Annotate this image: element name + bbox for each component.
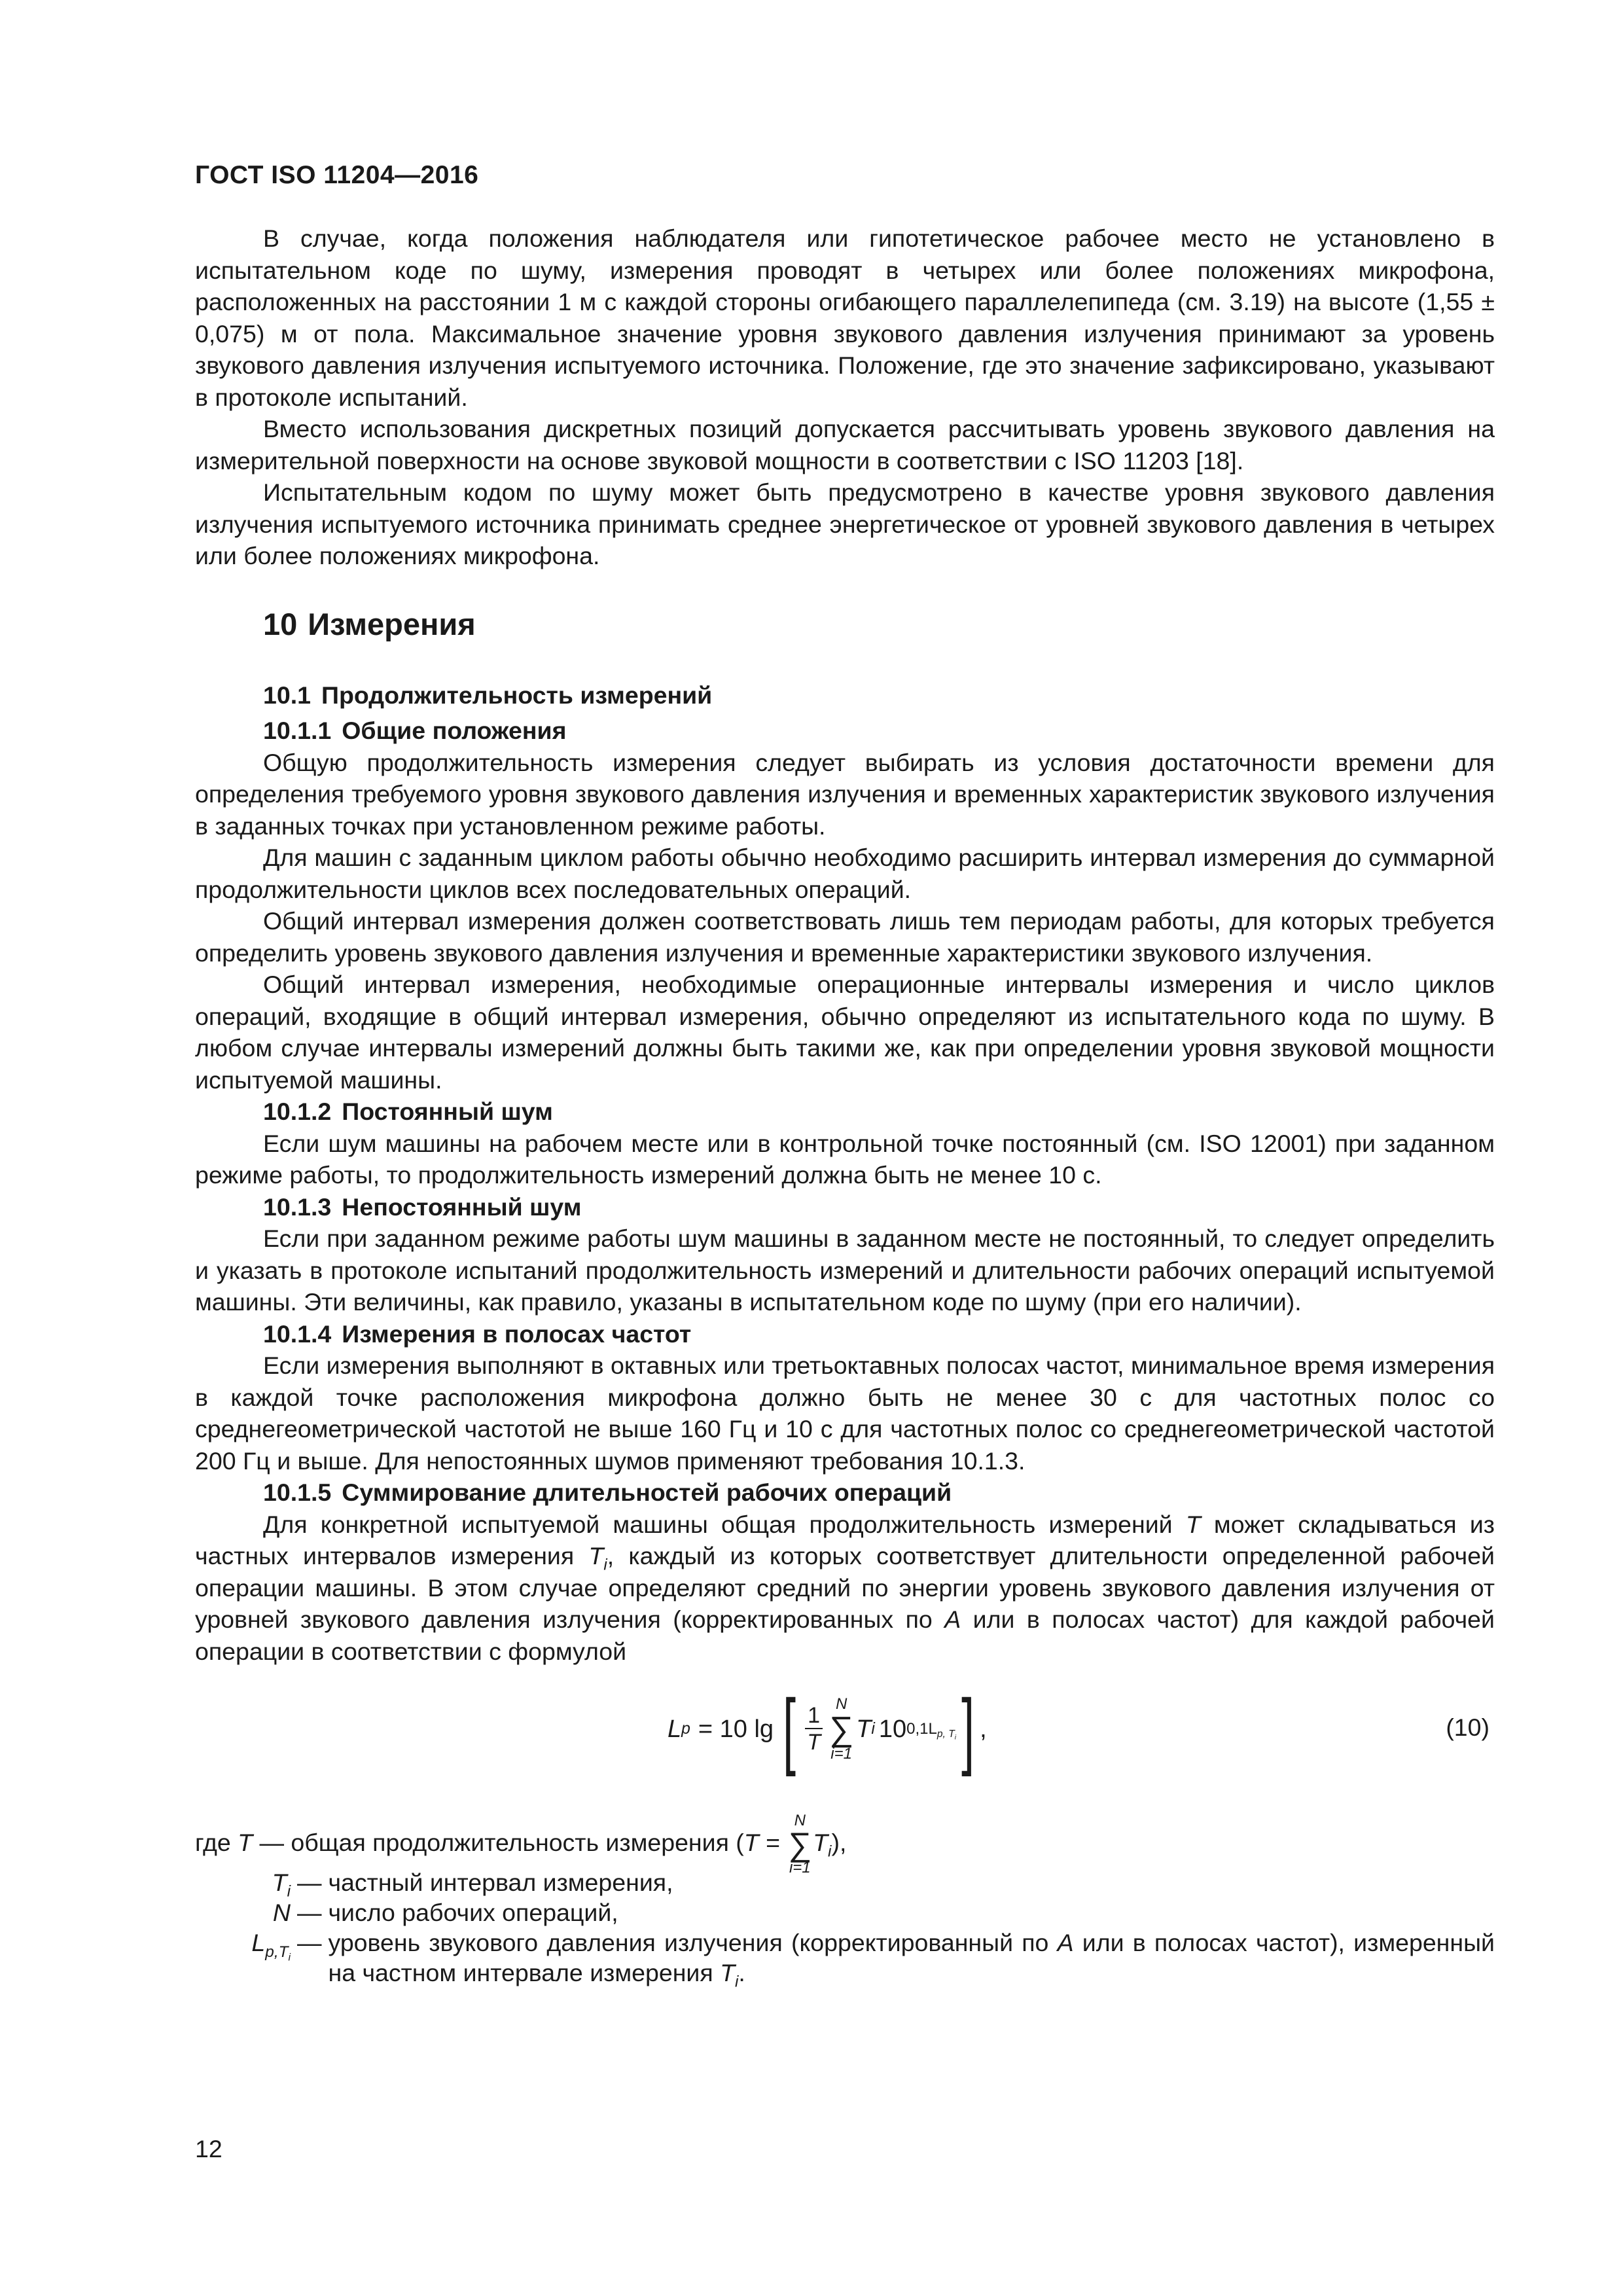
math-subscript: i (735, 1973, 739, 1991)
left-bracket: [ (783, 1681, 796, 1777)
paragraph: Если при заданном режиме работы шум машины в заданном месте не постоянный, то следует определить и указать в протоколе испытаний продолжительность измерений и длительности рабочих операций испытуемой машины. Эти величины, как правило, указаны в испытательном коде по шуму (при его наличии). (195, 1225, 1495, 1316)
text-run: может складываться из частных интервалов измерения (195, 1510, 1495, 1570)
definition-text (328, 1928, 1495, 1991)
text-run: уровень звукового давления излучения (корректированный по (328, 1929, 1058, 1956)
sigma-symbol: ∑ (788, 1826, 812, 1863)
math-subscript: i (828, 1842, 832, 1861)
subsection-heading (195, 1318, 1495, 1350)
math-symbol: A (944, 1605, 961, 1633)
subsection-title: Измерения в полосах частот (342, 1319, 692, 1348)
right-bracket: ] (961, 1681, 974, 1777)
subsection-number: 10.1.4 (263, 1319, 332, 1348)
definition-text: число рабочих операций, (328, 1899, 618, 1926)
math-subscript: i (287, 1882, 291, 1901)
definition-dash: — (297, 1929, 322, 1956)
subsection-number: 10.1.2 (263, 1098, 332, 1125)
math-symbol: T (272, 1869, 287, 1896)
paragraph: Если измерения выполняют в октавных или третьоктавных полосах частот, минимальное время измерения в каждой точке расположения микрофона должно быть не менее 30 с для частотных полос со среднегеометрической частотой не выше 160 Гц и 10 с для частотных полос со среднегеометрической частотой 200 Гц и выше. Для непостоянных шумов применяют требования 10.1.3. (195, 1352, 1495, 1475)
math-symbol: N (272, 1899, 291, 1926)
math-symbol: T (1185, 1510, 1201, 1538)
math-symbol: T (238, 1828, 253, 1856)
subsection-title: Суммирование длительностей рабочих операций (342, 1479, 952, 1506)
exponent-subsubscript: i (954, 1734, 956, 1742)
summation (788, 1812, 812, 1876)
paragraph: Вместо использования дискретных позиций допускается рассчитывать уровень звукового давления на измерительной поверхности на основе звуковой мощности в соответствии с ISO 11203 [18]. (195, 415, 1495, 475)
definition-item (195, 1897, 1495, 1928)
math-symbol: L (251, 1929, 266, 1956)
text-run: , каждый из которых соответствует длительности определенной рабочей операции машины. В этом случае определяют средний по энергии уровень звукового давления излучения от уровней звукового давления излучения (корректированных по (195, 1542, 1495, 1633)
text-run: Для конкретной испытуемой машины общая продолжительность измерений (263, 1510, 1186, 1538)
sigma-symbol: ∑ (829, 1710, 854, 1748)
subsection-heading (195, 715, 1495, 747)
definition-dash: — (297, 1899, 322, 1926)
definitions-list (195, 1867, 1495, 1991)
subsection-number: 10.1.3 (263, 1193, 332, 1221)
subsection-number: 10.1.5 (263, 1479, 332, 1506)
fraction (805, 1703, 823, 1755)
subsection-heading (195, 1477, 1495, 1509)
math-subscript: i (603, 1556, 607, 1574)
formula-operator: = 10 lg (698, 1715, 774, 1743)
math-subscript: p,T (265, 1943, 289, 1961)
subsection-title: Общие положения (342, 717, 567, 744)
sum-upper-limit: N (794, 1812, 806, 1829)
formula-number: (10) (1446, 1713, 1489, 1741)
text-run: или в полосах частот) для каждой рабочей операции в соответствии с формулой (195, 1605, 1495, 1665)
subsection-title: Непостоянный шум (342, 1193, 582, 1221)
math-symbol: L (668, 1715, 682, 1743)
math-subscript: p (681, 1720, 690, 1738)
paragraph: Общий интервал измерения, необходимые операционные интервалы измерения и число циклов операций, входящие в общий интервал измерения, обычно определяют из испытательного кода по шуму. В любом случае интервалы измерений должны быть такими же, как при определении уровня звуковой мощности испытуемой машины. (195, 971, 1495, 1094)
subsection-heading (195, 679, 1495, 711)
math-symbol: T (813, 1828, 829, 1856)
fraction-numerator: 1 (805, 1703, 823, 1729)
text-run: где (195, 1828, 238, 1856)
formula-comma: , (980, 1715, 987, 1743)
paragraph: Для машин с заданным циклом работы обычно необходимо расширить интервал измерения до суммарной продолжительности циклов всех последовательных операций. (195, 844, 1495, 903)
document-header: ГОСТ ISO 11204—2016 (195, 161, 479, 189)
where-clause (195, 1785, 1495, 1876)
subsection-heading (195, 1191, 1495, 1223)
formula-base: 10 (878, 1715, 907, 1743)
paragraph: В случае, когда положения наблюдателя или гипотетическое рабочее место не установлено в испытательном коде по шуму, измерения проводят в четырех или более положениях микрофона, расположенных на расстоянии 1 м с каждой стороны огибающего параллелепипеда (см. 3.19) на высоте (1,55 ± 0,075) м от пола. Максимальное значение уровня звукового давления излучения принимают за уровень звукового давления излучения испытуемого источника. Положение, где это значение зафиксировано, указывают в протоколе испытаний. (195, 224, 1495, 411)
section-heading (195, 605, 1495, 644)
text-run: . (738, 1959, 745, 1986)
formula-body (668, 1681, 987, 1777)
section-title: Измерения (308, 606, 476, 641)
math-symbol: T (588, 1542, 604, 1570)
sum-lower-limit: i=1 (830, 1745, 852, 1763)
formula-exponent (906, 1713, 956, 1746)
document-body (195, 223, 1495, 1991)
exponent-subscript: p, T (936, 1729, 955, 1740)
math-symbol: T (743, 1828, 759, 1856)
definition-item (195, 1928, 1495, 1991)
subsection-number: 10.1 (263, 681, 311, 709)
text-run: — общая продолжительность измерения ( (253, 1828, 744, 1856)
paragraph: Испытательным кодом по шуму может быть предусмотрено в качестве уровня звукового давления излучения испытуемого источника принимать среднее энергетическое от уровней звукового давления в четырех или более положениях микрофона. (195, 478, 1495, 569)
subsection-heading (195, 1096, 1495, 1128)
fraction-denominator: T (807, 1730, 821, 1755)
paragraph: Общий интервал измерения должен соответствовать лишь тем периодам работы, для которых требуется определить уровень звукового давления излучения и временные характеристики звукового излучения. (195, 907, 1495, 967)
section-number: 10 (263, 606, 298, 641)
definition-dash: — (297, 1869, 322, 1896)
formula-10 (195, 1680, 1495, 1778)
page-number: 12 (195, 2135, 223, 2162)
summation (829, 1696, 853, 1763)
math-symbol: T (720, 1959, 735, 1986)
math-subsubscript: i (288, 1952, 291, 1964)
text-run: = (758, 1828, 787, 1856)
text-run: или в полосах частот), измеренный на частном интервале измерения (328, 1929, 1495, 1986)
where-text (195, 1812, 846, 1876)
sum-lower-limit: i=1 (789, 1859, 811, 1876)
subsection-title: Постоянный шум (342, 1098, 553, 1125)
paragraph (195, 1509, 1495, 1668)
subsection-title: Продолжительность измерений (321, 681, 713, 709)
math-subscript: i (871, 1720, 875, 1738)
definition-text: частный интервал измерения, (328, 1869, 673, 1896)
sum-upper-limit: N (835, 1695, 847, 1713)
paragraph: Общую продолжительность измерения следует выбирать из условия достаточности времени для определения требуемого уровня звукового давления излучения и временных характеристик звукового излучения в заданных точках при установленном режиме работы. (195, 748, 1495, 840)
definition-symbol (195, 1897, 297, 1928)
math-symbol: A (1057, 1929, 1074, 1956)
exponent-text: 0,1L (906, 1719, 937, 1738)
definition-symbol (195, 1928, 297, 1988)
paragraph: Если шум машины на рабочем месте или в контрольной точке постоянный (см. ISO 12001) при заданном режиме работы, то продолжительность измерений должна быть не менее 10 с. (195, 1129, 1495, 1189)
text-run: ), (831, 1828, 847, 1856)
subsection-number: 10.1.1 (263, 717, 332, 744)
math-symbol: T (856, 1715, 872, 1743)
